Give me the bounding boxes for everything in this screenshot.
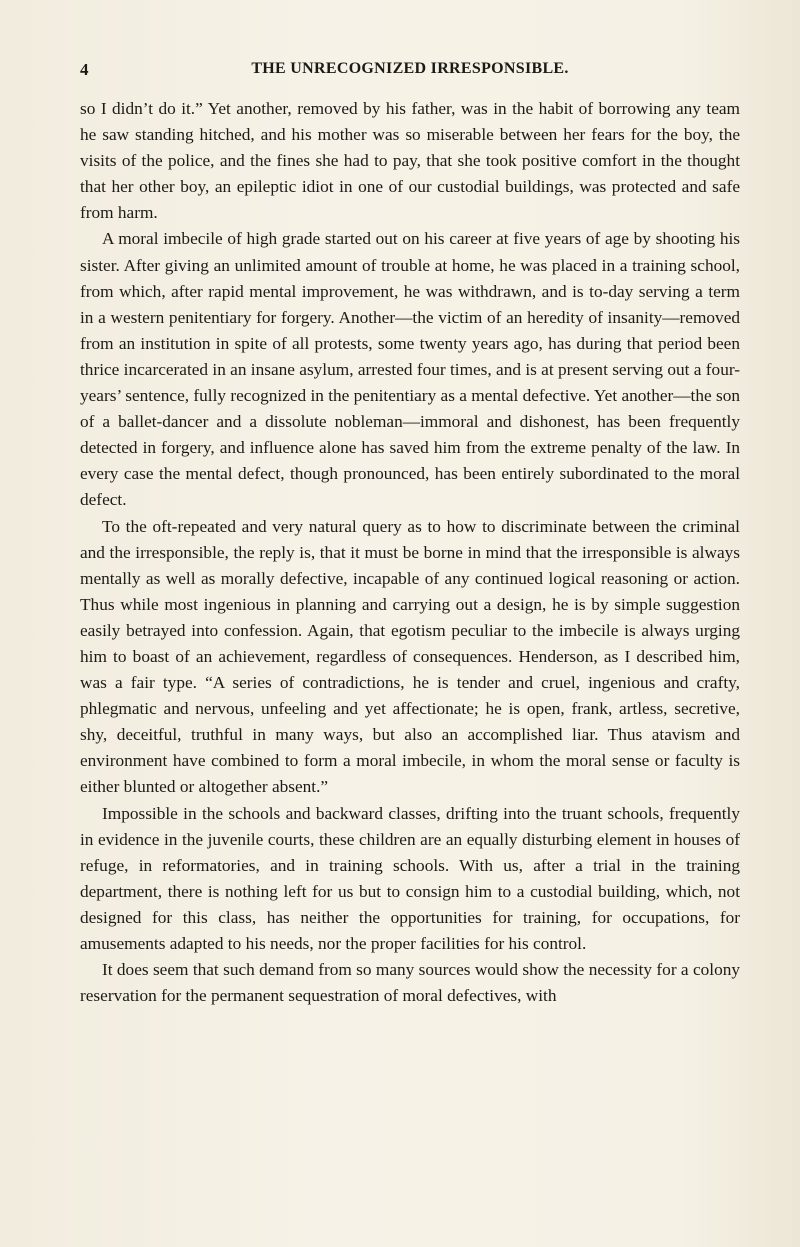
paragraph: To the oft-repeated and very natural query as to how to discriminate between the criminal and the irresponsible, the reply is, that it must be borne in mind that the irresponsible is always mentally as well as morally defective, incapable of any continued logical reasoning or action. Thus while most ingenious in planning and carrying out a design, he is by simple suggestion easily betrayed into confession. Again, that egotism peculiar to the imbecile is always urging him to boast of an achievement, regardless of consequences. Henderson, as I described him, was a fair type. “A series of contradictions, he is tender and cruel, ingenious and crafty, phlegmatic and nervous, unfeeling and yet affectionate; he is open, frank, artless, secretive, shy, deceitful, truthful in many ways, but also an accomplished liar. Thus atavism and environment have combined to form a moral imbecile, in whom the moral sense or faculty is either blunted or altogether absent.” — [80, 516, 740, 797]
page-number: 4 — [80, 60, 89, 79]
paragraph: Impossible in the schools and backward classes, drifting into the truant schools, frequently in evidence in the juvenile courts, these children are an equally disturbing element in houses of refuge, in reformatories, and in training schools. With us, after a trial in the training department, there is nothing left for us but to consign him to a custodial building, which, not designed for this class, has neither the opportunities for training, for occupations, for amusements adapted to his needs, nor the proper facilities for his control. — [80, 803, 740, 953]
page-header — [80, 60, 740, 84]
paragraph-continued: so I didn’t do it.” Yet another, removed by his father, was in the habit of borrowing any team he saw standing hitched, and his mother was so miserable between her fears for the boy, the visits of the police, and the fines she had to pay, that she took positive comfort in the thought that her other boy, an epileptic idiot in one of our custodial buildings, was protected and safe from harm. — [80, 99, 740, 223]
body-text — [80, 96, 740, 1009]
running-title: THE UNRECOGNIZED IRRESPONSIBLE. — [251, 60, 569, 77]
paragraph: It does seem that such demand from so many sources would show the necessity for a colony reservation for the permanent sequestration of moral defectives, with — [80, 960, 740, 1006]
paragraph: A moral imbecile of high grade started out on his career at five years of age by shooting his sister. After giving an unlimited amount of trouble at home, he was placed in a training school, from which, after rapid mental improvement, he was withdrawn, and is to-day serving a term in a western penitentiary for forgery. Another—the victim of an heredity of insanity—removed from an institution in spite of all protests, some twenty years ago, has during that period been thrice incarcerated in an insane asylum, arrested four times, and is at present serving out a four-years’ sentence, fully recognized in the penitentiary as a mental defective. Yet another—the son of a ballet-dancer and a dissolute nobleman—immoral and dishonest, has been frequently detected in forgery, and influence alone has saved him from the extreme penalty of the law. In every case the mental defect, though pronounced, has been entirely subordinated to the moral defect. — [80, 229, 740, 510]
